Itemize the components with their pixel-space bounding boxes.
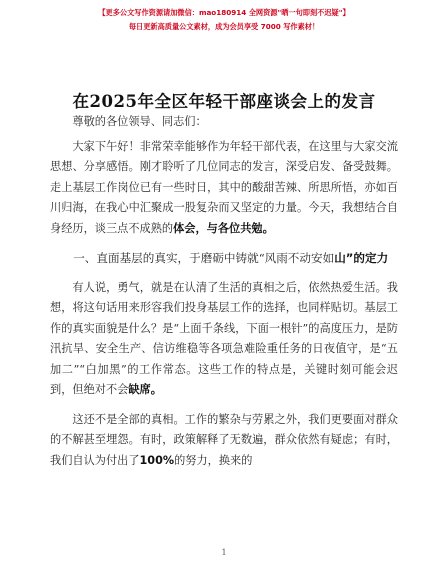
paragraph-1-bold: 体会，与各位共勉。	[173, 221, 274, 235]
section-heading-1-text: 一、直面基层的真实，于磨砺中铸就“风雨不动安如	[73, 251, 335, 265]
greeting: 尊敬的各位领导、同志们：	[72, 115, 207, 128]
paragraph-3	[50, 410, 398, 472]
paragraph-2-bold: 缺席。	[128, 383, 162, 396]
paragraph-2	[50, 278, 398, 401]
header-banner	[0, 6, 448, 33]
banner-line-2: 每日更新高质量公文素材，成为会员享受 7000 写作素材！	[128, 22, 320, 31]
paragraph-2-text: 有人说，勇气，就是在认清了生活的真相之后，依然热爱生活。我想，将这句话用来形容我们投身基层工作的选择，也同样贴切。基层工作的真实面貌是什么？是“上面千条线，下面一根针”的高度压力，是防汛抗旱、安全生产、信访维稳等各项急难险重任务的日夜值守，是“五加二”“白加黑”的工作常态。这些工作的特点是，关键时刻可能会迟到，但绝对不会	[50, 280, 398, 396]
document-title: 在2025年全区年轻干部座谈会上的发言	[72, 92, 376, 111]
document-body	[50, 112, 398, 480]
paragraph-3-text-b: 的努力，换来的	[174, 453, 253, 467]
paragraph-1-text: 大家下午好！非常荣幸能够作为年轻干部代表，在这里与大家交流思想、分享感悟。刚才聆听了几位同志的发言，深受启发、备受鼓舞。走上基层工作岗位已有一些时日，其中的酸甜苦辣、所思所悟，亦如百川归海，在我心中汇聚成一股复杂而又坚定的力量。今天，我想结合自身经历，谈三点不成熟的	[50, 139, 398, 235]
section-heading-1-bold: 山”的定力	[334, 251, 389, 265]
banner-line-1: 【更多公文写作资源请加微信：mao180914 全网资源"晒一句即刻不迟疑"】	[98, 8, 350, 17]
section-heading-1	[50, 248, 398, 269]
page-number: 1	[221, 548, 227, 557]
paragraph-3-bold: 100%	[139, 453, 175, 467]
paragraph-1	[50, 137, 398, 240]
paragraph-3-text-a: 这还不是全部的真相。工作的繁杂与劳累之外，我们更要面对群众的不解甚至埋怨。有时，政策解释了无数遍，群众依然有疑虑；有时，我们自认为付出了	[50, 412, 398, 467]
